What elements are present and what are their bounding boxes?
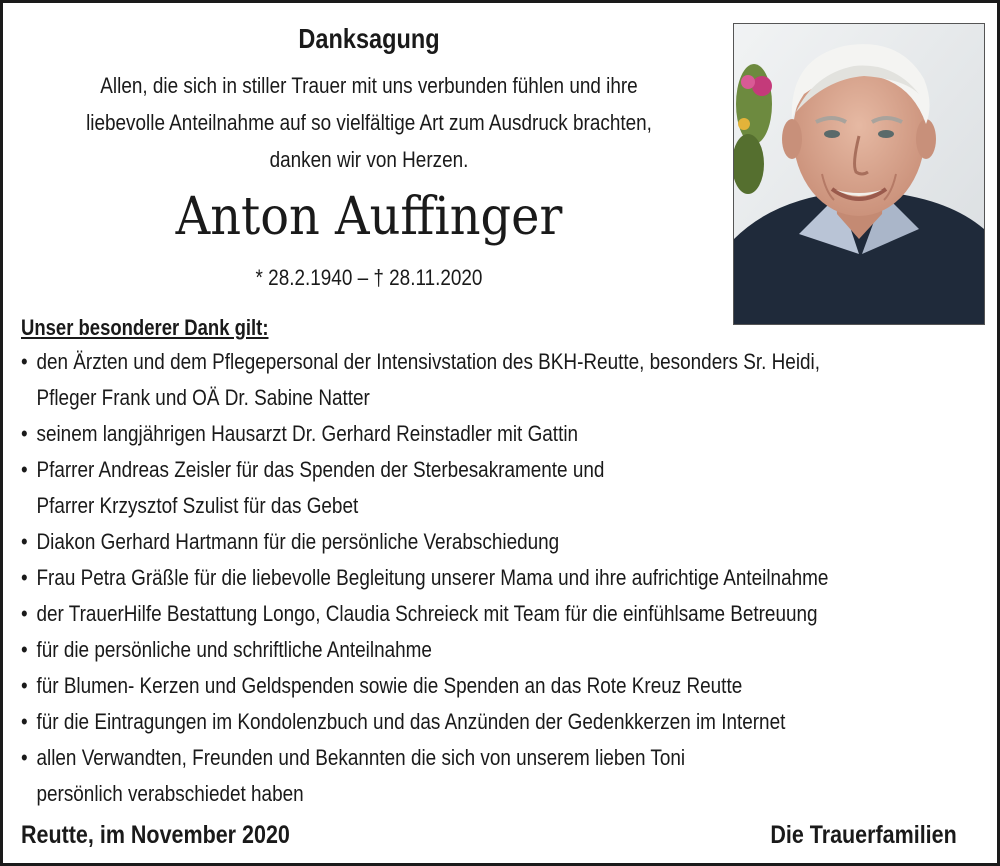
intro-text	[3, 67, 735, 178]
list-item	[21, 740, 1000, 812]
list-item-line: für die Eintragungen im Kondolenzbuch und das Anzünden der Gedenkkerzen im Internet	[36, 709, 786, 734]
thanks-heading: Unser besonderer Dank gilt:	[21, 315, 269, 340]
list-item	[21, 704, 1000, 740]
list-item-line: Pfleger Frank und OÄ Dr. Sabine Natter	[36, 385, 370, 410]
portrait-illustration	[734, 24, 984, 324]
list-item	[21, 560, 1000, 596]
list-item-line: Pfarrer Krzysztof Szulist für das Gebet	[36, 493, 359, 518]
bullet-icon: •	[21, 349, 28, 374]
list-item-line: Frau Petra Gräßle für die liebevolle Begleitung unserer Mama und ihre aufrichtige Anteilnahme	[36, 565, 829, 590]
list-item-line: für Blumen- Kerzen und Geldspenden sowie die Spenden an das Rote Kreuz Reutte	[36, 673, 743, 698]
intro-line: Allen, die sich in stiller Trauer mit uns verbunden fühlen und ihre	[100, 73, 638, 98]
list-item-line: Pfarrer Andreas Zeisler für das Spenden der Sterbesakramente und	[36, 457, 605, 482]
bullet-icon: •	[21, 637, 28, 662]
list-item-line: seinem langjährigen Hausarzt Dr. Gerhard Reinstadler mit Gattin	[36, 421, 579, 446]
list-item-line: für die persönliche und schriftliche Anteilnahme	[36, 637, 432, 662]
bullet-icon: •	[21, 421, 28, 446]
bullet-icon: •	[21, 709, 28, 734]
list-item-line: der TrauerHilfe Bestattung Longo, Claudia Schreieck mit Team für die einfühlsame Betreuung	[36, 601, 818, 626]
bullet-icon: •	[21, 565, 28, 590]
bullet-icon: •	[21, 601, 28, 626]
list-item	[21, 668, 1000, 704]
bullet-icon: •	[21, 673, 28, 698]
bullet-icon: •	[21, 745, 28, 770]
list-item-line: Diakon Gerhard Hartmann für die persönliche Verabschiedung	[36, 529, 560, 554]
intro-line: danken wir von Herzen.	[269, 147, 469, 172]
bullet-icon: •	[21, 457, 28, 482]
intro-line: liebevolle Anteilnahme auf so vielfältige Art zum Ausdruck brachten,	[86, 110, 652, 135]
bullet-icon: •	[21, 529, 28, 554]
life-dates: * 28.2.1940 – † 28.11.2020	[255, 265, 483, 290]
signature: Die Trauerfamilien	[770, 821, 957, 849]
place-date: Reutte, im November 2020	[21, 821, 290, 849]
list-item	[21, 344, 1000, 416]
deceased-name: Anton Auffinger	[175, 187, 563, 247]
page-title: Danksagung	[298, 23, 440, 54]
list-item-line: den Ärzten und dem Pflegepersonal der Intensivstation des BKH-Reutte, besonders Sr. Heidi,	[36, 349, 821, 374]
list-item	[21, 596, 1000, 632]
portrait-photo	[733, 23, 985, 325]
list-item	[21, 632, 1000, 668]
list-item	[21, 452, 1000, 524]
list-item-line: allen Verwandten, Freunden und Bekannten die sich von unserem lieben Toni	[36, 745, 686, 770]
list-item-line: persönlich verabschiedet haben	[36, 781, 304, 806]
thanks-list	[21, 344, 991, 812]
list-item	[21, 416, 1000, 452]
list-item	[21, 524, 1000, 560]
